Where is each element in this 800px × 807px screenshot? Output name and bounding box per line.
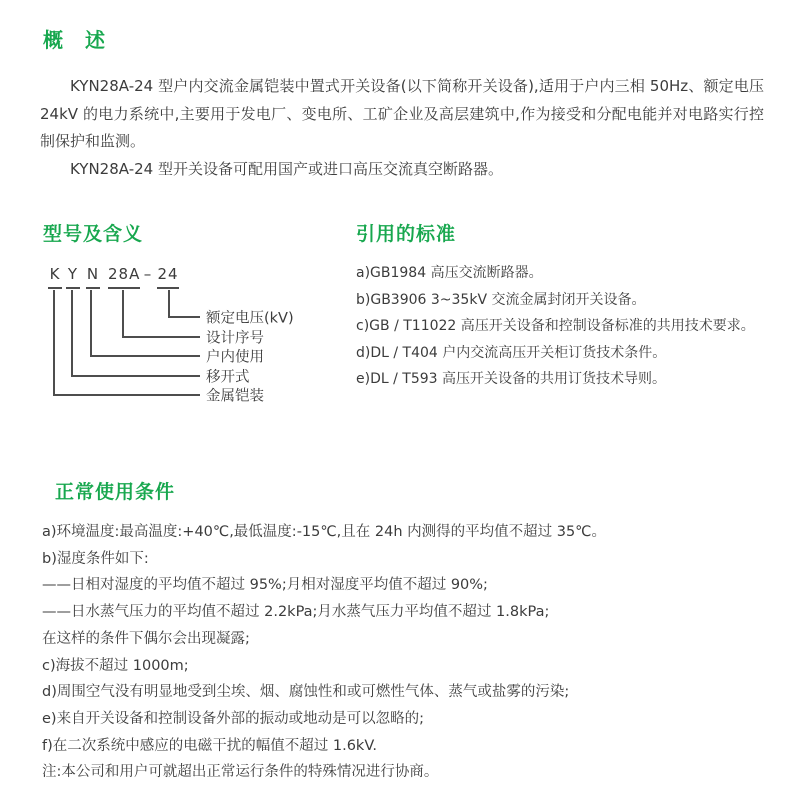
standard-item-e: e)DL / T593 高压开关设备的共用订货技术导则。 [356,371,666,387]
diagram-label-rated-voltage: 额定电压(kV) [206,310,294,327]
model-section-heading: 型号及含义 [43,223,144,245]
diagram-hline-Y [71,375,200,377]
diagram-vline-Y [71,290,73,377]
model-code-part-N: N [86,266,100,289]
diagram-vline-K [53,290,55,396]
model-code-dash: – [143,265,153,283]
standard-item-a: a)GB1984 高压交流断路器。 [356,265,543,281]
standards-section-heading: 引用的标准 [356,223,457,245]
diagram-hline-24 [168,316,200,318]
standard-item-b: b)GB3906 3~35kV 交流金属封闭开关设备。 [356,291,646,308]
overview-paragraphs [40,73,764,183]
overview-paragraph-1: KYN28A-24 型户内交流金属铠装中置式开关设备(以下简称开关设备),适用于户内三相 50Hz、额定电压 24kV 的电力系统中,主要用于发电厂、变电所、工矿企业及高层建筑中,作为接受和分配电能并对电路实行控制保护和监测。 [40,77,764,150]
overview-paragraph-2: KYN28A-24 型开关设备可配用国产或进口高压交流真空断路器。 [70,159,503,178]
model-code-diagram [48,266,408,411]
standard-item-d: d)DL / T404 户内交流高压开关柜订货技术条件。 [356,344,667,361]
diagram-vline-N [90,290,92,357]
conditions-section-heading: 正常使用条件 [55,481,176,503]
standard-item-c: c)GB / T11022 高压开关设备和控制设备标准的共用技术要求。 [356,318,755,334]
diagram-hline-28A [122,336,200,338]
diagram-hline-K [53,394,200,396]
conditions-list [42,519,778,786]
model-code-part-K: K [48,266,62,289]
model-code-part-Y: Y [66,266,80,289]
diagram-label-indoor-use: 户内使用 [206,349,264,366]
condition-item-f: f)在二次系统中感应的电磁干扰的幅值不超过 1.6kV. [42,737,377,754]
diagram-vline-24 [168,290,170,318]
condition-item-d: d)周围空气没有明显地受到尘埃、烟、腐蚀性和或可燃性气体、蒸气或盐雾的污染; [42,684,570,701]
condition-item-vapour-pressure: ——日水蒸气压力的平均值不超过 2.2kPa;月水蒸气压力平均值不超过 1.8kPa; [42,604,550,621]
diagram-vline-28A [122,290,124,338]
condition-item-e: e)来自开关设备和控制设备外部的振动或地动是可以忽略的; [42,710,424,727]
diagram-label-withdrawable: 移开式 [206,369,250,386]
diagram-label-metal-clad: 金属铠装 [206,388,264,405]
diagram-label-design-serial: 设计序号 [206,330,264,347]
condition-item-a: a)环境温度:最高温度:+40℃,最低温度:-15℃,且在 24h 内测得的平均值不超过 35℃。 [42,524,606,540]
condition-item-c: c)海拔不超过 1000m; [42,657,189,674]
condition-item-note: 注:本公司和用户可就超出正常运行条件的特殊情况进行协商。 [42,764,439,781]
overview-section-heading: 概 述 [43,28,106,52]
condition-item-condensation: 在这样的条件下偶尔会出现凝露; [42,630,250,647]
condition-item-b: b)湿度条件如下: [42,550,149,567]
model-code-part-24: 24 [157,266,179,289]
diagram-hline-N [90,355,200,357]
standards-list [356,260,796,393]
condition-item-humidity-daily: ——日相对湿度的平均值不超过 95%;月相对湿度平均值不超过 90%; [42,577,488,594]
model-code-part-28A: 28A [108,266,140,289]
